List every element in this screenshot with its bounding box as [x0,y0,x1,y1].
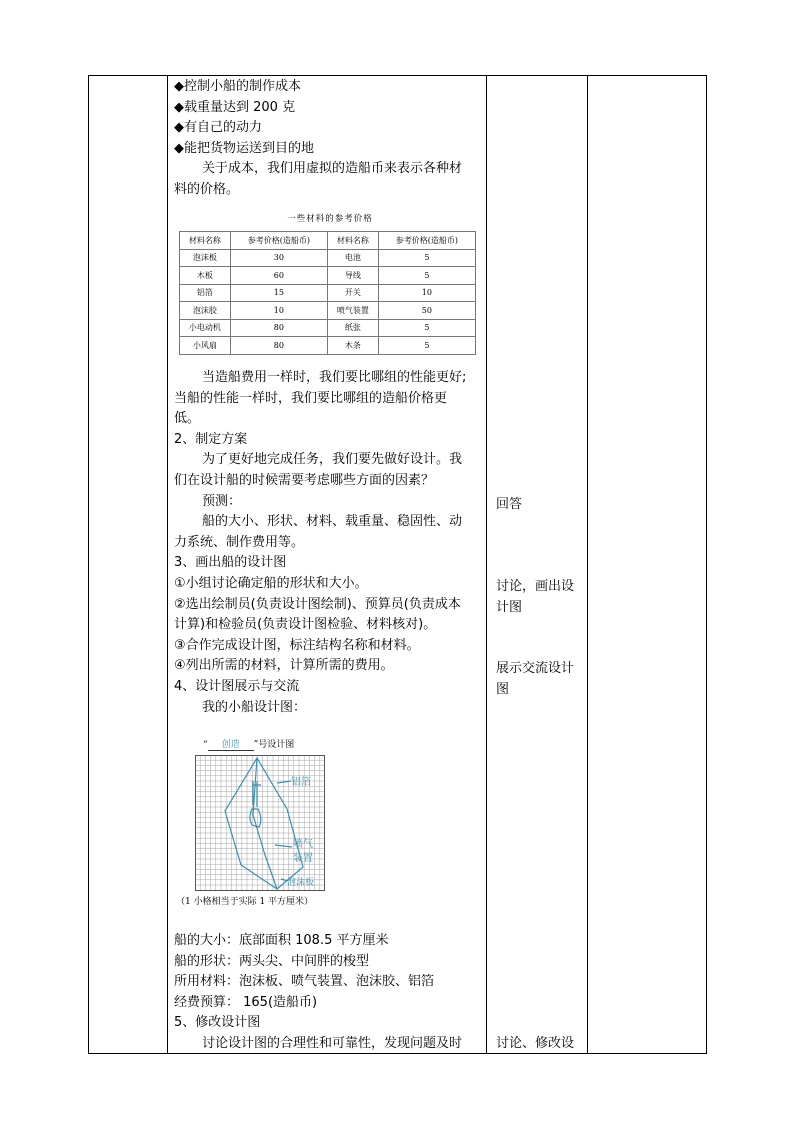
paragraph-line: 当船的性能一样时，我们要比哪组的造船价格更 [174,390,448,406]
goal-item: ◆控制小船的制作成本 [174,79,301,94]
ship-size: 船的大小：底部面积 108.5 平方厘米 [174,933,389,948]
step-item: 计算)和检验员(负责设计图检验、材料核对)。 [174,617,437,633]
caption-close: ”号设计图 [253,740,295,750]
label-foil: 铝箔 [291,777,311,788]
step-item: ③合作完成设计图，标注结构名称和材料。 [174,637,420,653]
column-divider [167,75,168,1054]
paragraph-line: 们在设计船的时候需要考虑哪些方面的因素？ [174,472,435,488]
paragraph-line: 船的大小、形状、材料、载重量、稳固性、动 [202,514,463,530]
table-cell: 80 [230,319,327,337]
goal-item: ◆能把货物运送到目的地 [174,140,314,156]
price-table [179,231,476,355]
paragraph-line: 当造船费用一样时，我们要比哪组的性能更好; [202,370,467,385]
ship-budget: 经费预算： 165(造船币) [174,994,318,1010]
teaching-content-continued [174,368,486,718]
table-cell: 铝箔 [180,284,231,302]
table-cell: 5 [378,249,475,267]
paragraph-line: 讨论设计图的合理性和可靠性，发现问题及时 [202,1035,463,1051]
step-item: ④列出所需的材料，计算所需的费用。 [174,658,394,674]
design-summary [174,931,486,1055]
table-cell: 木板 [180,267,231,285]
column-divider [587,75,588,1054]
student-activity-show: 展示交流设计 图 [496,661,575,697]
table-cell: 10 [230,302,327,320]
ship-materials: 所用材料：泡沫板、喷气装置、泡沫胶、铝箔 [174,974,435,990]
price-table-title: 一些材料的参考价格 [287,214,373,224]
teaching-content [174,77,486,201]
table-cell: 电池 [327,249,378,267]
caption-open: “ [203,740,208,750]
table-cell: 小风扇 [180,337,231,355]
design-caption [203,737,294,751]
table-cell: 5 [378,319,475,337]
table-cell: 30 [230,249,327,267]
label-foam-board: 泡沫板 [287,878,315,888]
table-cell: 5 [378,267,475,285]
student-activity-draw: 讨论，画出设 计图 [496,579,575,615]
table-cell: 50 [378,302,475,320]
paragraph-line: 我的小船设计图： [202,699,307,715]
step-item: ①小组讨论确定船的形状和大小。 [174,575,368,591]
table-cell: 导线 [327,267,378,285]
label-jet: 装置 [293,853,313,864]
table-cell: 喷气装置 [327,302,378,320]
goal-item: ◆载重量达到 200 克 [174,99,296,115]
student-activity-answer: 回答 [496,497,523,512]
section-heading: 3、画出船的设计图 [174,555,287,571]
table-cell: 泡沫胶 [180,302,231,320]
goal-item: ◆有自己的动力 [174,120,262,136]
table-cell: 80 [230,337,327,355]
design-grid-drawing [195,755,325,891]
section-heading: 4、设计图展示与交流 [174,678,300,694]
predict-label: 预测： [202,493,242,509]
table-row [180,302,476,320]
scale-note: （1 小格相当于实际 1 平方厘米） [176,897,314,907]
table-cell: 纸张 [327,319,378,337]
table-cell: 60 [230,267,327,285]
column-header: 参考价格(造船币) [230,232,327,250]
ship-shape: 船的形状：两头尖、中间胖的梭型 [174,953,370,969]
table-row [180,319,476,337]
table-cell: 小电动机 [180,319,231,337]
table-cell: 15 [230,284,327,302]
column-divider [486,75,487,1054]
column-header: 参考价格(造船币) [378,232,475,250]
paragraph-line: 力系统、制作费用等。 [174,534,305,550]
student-activity-modify: 讨论、修改设 [496,1036,575,1051]
table-cell: 开关 [327,284,378,302]
ship-name: 创造 [208,737,254,751]
table-row [180,267,476,285]
paragraph-line: 为了更好地完成任务，我们要先做好设计。我 [202,452,463,468]
table-row [180,284,476,302]
table-cell: 木条 [327,337,378,355]
section-heading: 5、修改设计图 [174,1015,261,1031]
cost-intro: 料的价格。 [174,181,240,197]
column-header: 材料名称 [327,232,378,250]
table-cell: 10 [378,284,475,302]
table-header-row [180,232,476,250]
table-row [180,337,476,355]
paragraph-line: 低。 [174,411,201,427]
table-cell: 5 [378,337,475,355]
cost-intro: 关于成本，我们用虚拟的造船币来表示各种材 [202,161,463,177]
table-row [180,249,476,267]
step-item: ②选出绘制员(负责设计图绘制)、预算员(负责成本 [174,596,461,612]
column-header: 材料名称 [180,232,231,250]
table-cell: 泡沫板 [180,249,231,267]
label-jet: 喷气 [293,839,313,850]
section-heading: 2、制定方案 [174,431,248,447]
